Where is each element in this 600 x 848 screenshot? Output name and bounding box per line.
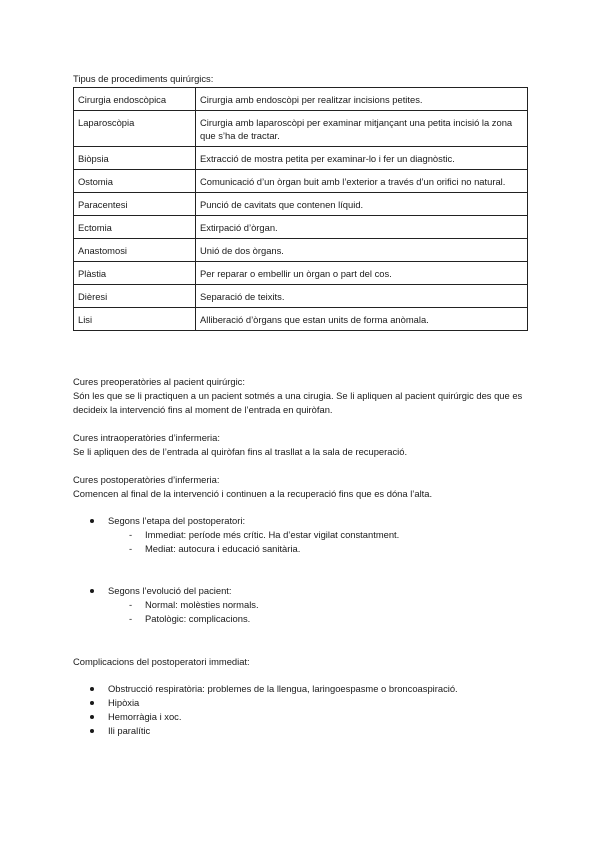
procedure-desc: Comunicació d’un òrgan buit amb l’exterior a través d’un orifici no natural. bbox=[196, 170, 528, 193]
procedure-name: Cirurgia endoscòpica bbox=[74, 88, 196, 111]
table-row bbox=[74, 216, 528, 239]
procedure-name: Lisi bbox=[74, 308, 196, 331]
table-row bbox=[74, 193, 528, 216]
list-item: Segons l’etapa del postoperatori: bbox=[73, 514, 533, 528]
procedure-name: Paracentesi bbox=[74, 193, 196, 216]
procedure-name: Plàstia bbox=[74, 262, 196, 285]
table-row bbox=[74, 239, 528, 262]
procedure-name: Biòpsia bbox=[74, 147, 196, 170]
complications-list bbox=[73, 682, 533, 738]
postop-section bbox=[73, 473, 533, 501]
list-item: Obstrucció respiratòria: problemes de la llengua, laringoespasme o broncoaspiració. bbox=[73, 682, 533, 696]
list-item: Segons l’evolució del pacient: bbox=[73, 584, 533, 598]
procedure-desc: Cirurgia amb endoscòpi per realitzar incisions petites. bbox=[196, 88, 528, 111]
table-row bbox=[74, 262, 528, 285]
procedure-desc: Extracció de mostra petita per examinar-lo i fer un diagnòstic. bbox=[196, 147, 528, 170]
procedure-name: Dièresi bbox=[74, 285, 196, 308]
procedure-desc: Extirpació d’òrgan. bbox=[196, 216, 528, 239]
preop-text: Són les que se li practiquen a un pacient sotmés a una cirugia. Se li apliquen al pacient quirúrgic des que es decideix la intervenció fins al moment de l’entrada en quiròfan. bbox=[73, 390, 523, 415]
list-item: Hipòxia bbox=[73, 696, 533, 710]
table-row bbox=[74, 170, 528, 193]
procedure-name: Ostomia bbox=[74, 170, 196, 193]
procedure-name: Ectomia bbox=[74, 216, 196, 239]
procedures-table bbox=[73, 87, 528, 331]
complications-title: Complicacions del postoperatori immediat: bbox=[73, 656, 250, 667]
postop-title: Cures postoperatòries d’infermeria: bbox=[73, 474, 220, 485]
procedure-desc: Separació de teixits. bbox=[196, 285, 528, 308]
table-row bbox=[74, 111, 528, 147]
list-item: Hemorràgia i xoc. bbox=[73, 710, 533, 724]
intraop-text: Se li apliquen des de l’entrada al quiròfan fins al trasllat a la sala de recuperació. bbox=[73, 446, 408, 457]
table-row bbox=[74, 147, 528, 170]
procedure-desc: Alliberació d’òrgans que estan units de forma anòmala. bbox=[196, 308, 528, 331]
postop-stage-group bbox=[73, 514, 533, 556]
table-row bbox=[74, 308, 528, 331]
sub-list-item: - Mediat: autocura i educació sanitària. bbox=[73, 542, 533, 556]
intraop-title: Cures intraoperatòries d’infermeria: bbox=[73, 432, 220, 443]
procedure-name: Anastomosi bbox=[74, 239, 196, 262]
procedure-desc: Unió de dos òrgans. bbox=[196, 239, 528, 262]
postop-evolution-group bbox=[73, 584, 533, 626]
preop-section bbox=[73, 375, 533, 417]
intraop-section bbox=[73, 431, 533, 459]
list-item: Ili paralític bbox=[73, 724, 533, 738]
preop-title: Cures preoperatòries al pacient quirúrgic: bbox=[73, 376, 245, 387]
procedure-desc: Per reparar o embellir un òrgan o part del cos. bbox=[196, 262, 528, 285]
sub-list-item: - Immediat: període més crític. Ha d’estar vigilat constantment. bbox=[73, 528, 533, 542]
postop-text: Comencen al final de la intervenció i continuen a la recuperació fins que es dóna l’alta. bbox=[73, 488, 433, 499]
procedure-name: Laparoscòpia bbox=[74, 111, 196, 147]
table-row bbox=[74, 285, 528, 308]
procedures-heading: Tipus de procediments quirúrgics: bbox=[73, 73, 214, 84]
sub-list-item: - Patològic: complicacions. bbox=[73, 612, 533, 626]
procedure-desc: Punció de cavitats que contenen líquid. bbox=[196, 193, 528, 216]
procedure-desc: Cirurgia amb laparoscòpi per examinar mitjançant una petita incisió la zona que s’ha de tractar. bbox=[196, 111, 528, 147]
table-row bbox=[74, 88, 528, 111]
sub-list-item: - Normal: molèsties normals. bbox=[73, 598, 533, 612]
